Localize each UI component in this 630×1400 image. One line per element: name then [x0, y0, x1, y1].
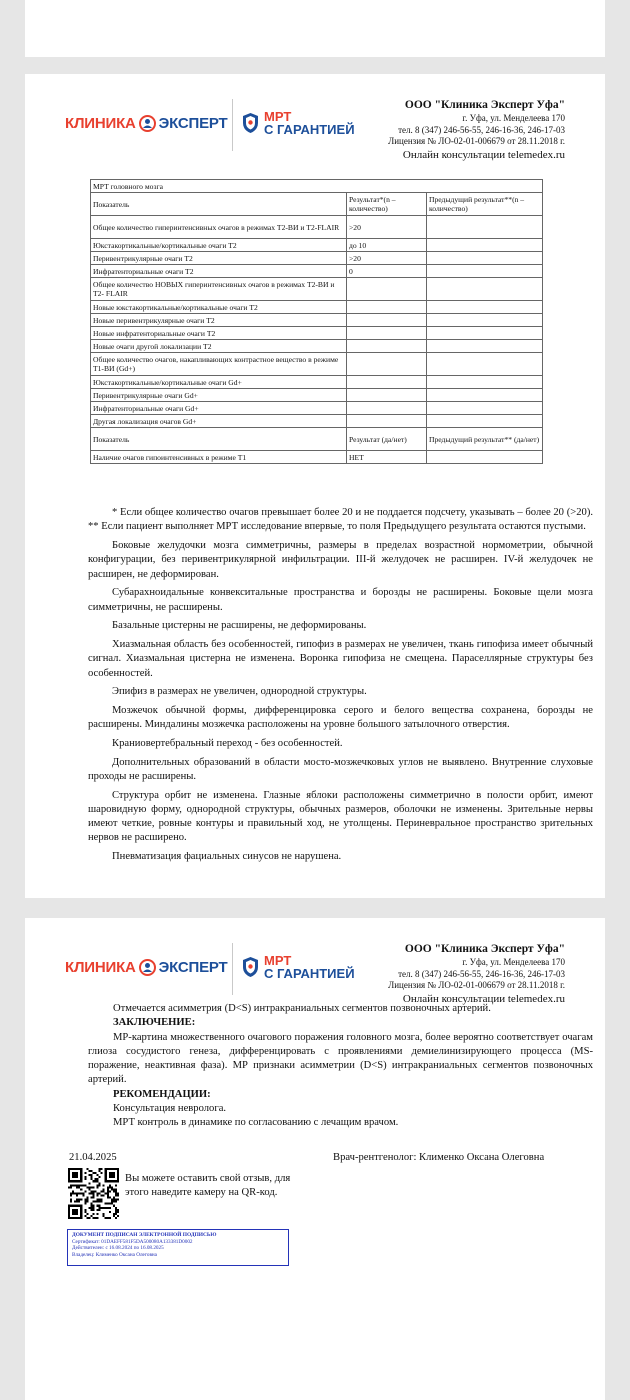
mri-guarantee-logo [242, 954, 355, 980]
table-cell: 0 [347, 265, 427, 278]
company-info [388, 942, 565, 1006]
table-cell: >20 [347, 216, 427, 239]
craniovertebral-paragraph: Краниовертебральный переход - без особенностей. [112, 737, 343, 749]
table-cell [427, 376, 543, 389]
table-row [91, 376, 543, 389]
chiasmal-paragraph: Хиазмальная область без особенностей, гипофиз в размерах не увеличен, ткань гипофиза имеет обычный сигнал. Хиазмальная цистерна не изменена. Воронка гипофиза не смещена. Параселлярные структуры без особенностей. [88, 638, 593, 679]
qr-code-icon [68, 1168, 119, 1219]
table-cell [347, 389, 427, 402]
table-row [91, 389, 543, 402]
table-cell: >20 [347, 252, 427, 265]
company-info [388, 98, 565, 162]
table-cell: Новые юкстакортикальные/кортикальные очаги Т2 [91, 301, 347, 314]
orbits-paragraph: Структура орбит не изменена. Глазные яблоки расположены симметрично в полости орбит, имеют шаровидную форму, однородной структуры, обычных размеров, оболочки не изменены. Зрительные нервы имеют четкие, ровные контуры и правильный ход, не утолщены. Периневральное пространство зрительных нервов не расширено. [88, 789, 593, 844]
table-row [91, 301, 543, 314]
table-cell [427, 252, 543, 265]
table-cell: Юкстакортикальные/кортикальные очаги Gd+ [91, 376, 347, 389]
recommendations-heading: РЕКОМЕНДАЦИИ: [113, 1088, 211, 1100]
mri-findings-table [90, 179, 543, 464]
table-row [91, 278, 543, 301]
table-header-row [91, 428, 543, 451]
klinika-expert-logo [65, 959, 228, 976]
company-online: Онлайн консультации telemedex.ru [402, 148, 565, 161]
report-body-2 [88, 1002, 593, 1131]
table-cell [347, 415, 427, 428]
table-cell: Результат*(n – количество) [347, 193, 427, 216]
stamp-title: ДОКУМЕНТ ПОДПИСАН ЭЛЕКТРОННОЙ ПОДПИСЬЮ [72, 1232, 217, 1238]
table-cell [347, 314, 427, 327]
table-cell [427, 340, 543, 353]
cerebellum-paragraph: Мозжечок обычной формы, дифференцировка серого и белого вещества сохранена, борозды не расширены. Миндалины мозжечка расположены на уровне большого затылочного отверстия. [88, 704, 593, 731]
report-date: 21.04.2025 [69, 1152, 117, 1163]
report-page-1 [25, 74, 605, 898]
previous-page-sliver [25, 0, 605, 57]
table-cell [347, 327, 427, 340]
conclusion-heading: ЗАКЛЮЧЕНИЕ: [113, 1017, 196, 1029]
table-row [91, 415, 543, 428]
cisterns-paragraph: Базальные цистерны не расширены, не деформированы. [112, 620, 367, 632]
table-cell: Предыдущий результат**(n – количество) [427, 193, 543, 216]
table-cell [347, 301, 427, 314]
page-header [25, 74, 605, 160]
table-cell: Юкстакортикальные/кортикальные очаги Т2 [91, 239, 347, 252]
table-row [91, 314, 543, 327]
table-cell [427, 389, 543, 402]
table-cell: Общее количество НОВЫХ гиперинтенсивных очагов в режимах Т2-ВИ и Т2- FLAIR [91, 278, 347, 301]
table-title: МРТ головного мозга [91, 180, 543, 193]
table-cell [427, 216, 543, 239]
mri-logo-line1: МРТ [264, 953, 292, 968]
recommendation-neurologist: Консультация невролога. [113, 1103, 227, 1115]
shield-icon [242, 956, 259, 978]
table-cell [347, 402, 427, 415]
company-name: ООО "Клиника Эксперт Уфа" [404, 943, 565, 955]
table-cell: Новые перивентрикулярные очаги Т2 [91, 314, 347, 327]
expert-person-icon [139, 115, 156, 132]
table-row [91, 402, 543, 415]
logo-word-expert: ЭКСПЕРТ [158, 115, 228, 132]
table-cell [347, 353, 427, 376]
logo-divider [232, 943, 233, 995]
table-row [91, 353, 543, 376]
table-cell [427, 265, 543, 278]
table-cell [427, 415, 543, 428]
doctor-signature: Врач-рентгенолог: Клименко Оксана Олеговна [333, 1152, 545, 1163]
table-cell [427, 327, 543, 340]
ventricles-paragraph: Боковые желудочки мозга симметричны, размеры в пределах возрастной нормометрии, обычной конфигурации, без перивентрикулярной инфильтрации. III-й желудочек не расширен. IV-й желудочек не расширен, не деформирован. [88, 539, 593, 580]
stamp-validity: Действителен: с 16.08.2024 по 16.08.2025 [72, 1245, 164, 1251]
company-address: г. Уфа, ул. Менделеева 170 [462, 957, 565, 967]
asymmetry-paragraph: Отмечается асимметрия (D<S) интракраниальных сегментов позвоночных артерий. [113, 1003, 491, 1014]
logo-word-klinika: КЛИНИКА [65, 959, 136, 976]
pontocerebellar-paragraph: Дополнительных образований в области мосто-мозжечковых углов не выявлено. Внутренние слуховые проходы не расширены. [88, 756, 593, 782]
klinika-expert-logo [65, 115, 228, 132]
table-cell: Перивентрикулярные очаги Т2 [91, 252, 347, 265]
company-name: ООО "Клиника Эксперт Уфа" [404, 99, 565, 111]
subarachnoid-paragraph: Субарахноидальные конвекситальные пространства и борозды не расширены. Боковые щели мозга симметричны, не расширены. [88, 587, 593, 613]
table-row [91, 340, 543, 353]
company-online: Онлайн консультации telemedex.ru [402, 992, 565, 1005]
table-cell: Результат (да/нет) [347, 428, 427, 451]
expert-person-icon [139, 959, 156, 976]
table-cell [347, 340, 427, 353]
recommendation-mri-control: МРТ контроль в динамике по согласованию с лечащим врачом. [113, 1117, 399, 1129]
conclusion-paragraph: МР-картина множественного очагового поражения головного мозга, более вероятно соответствует очагам глиоза сосудистого генеза, дифференцировать с проявлениями демиелинизирующего процесса (MS-поражение, неактивная фаза). МР признаки асимметрии (D<S) интракраниальных сегментов позвоночных артерий. [88, 1031, 593, 1086]
table-row [91, 265, 543, 278]
company-license: Лицензия № ЛО-02-01-006679 от 28.11.2018 г. [388, 980, 565, 990]
page-header-2 [25, 918, 605, 1004]
table-row [91, 252, 543, 265]
company-phone: тел. 8 (347) 246-56-55, 246-16-36, 246-17-03 [398, 124, 565, 135]
stamp-owner: Владелец: Клименко Оксана Олеговна [72, 1251, 157, 1258]
company-address: г. Уфа, ул. Менделеева 170 [462, 113, 565, 123]
table-header-row [91, 193, 543, 216]
table-row [91, 239, 543, 252]
table-row [91, 327, 543, 340]
table-cell [427, 402, 543, 415]
table-cell: до 10 [347, 239, 427, 252]
logo-divider [232, 99, 233, 151]
table-cell: Новые очаги другой локализации Т2 [91, 340, 347, 353]
table-cell [347, 376, 427, 389]
qr-feedback-text: Вы можете оставить свой отзыв, для этого наведите камеру на QR-код. [125, 1173, 291, 1198]
report-page-2 [25, 918, 605, 1400]
logo-word-klinika: КЛИНИКА [65, 115, 136, 132]
electronic-signature-stamp [67, 1229, 289, 1266]
table-row [91, 451, 543, 464]
table-cell: Общее количество гиперинтенсивных очагов в режимах Т2-ВИ и Т2-FLAIR [91, 216, 347, 239]
table-cell [427, 301, 543, 314]
table-cell: Предыдущий результат** (да/нет) [427, 428, 543, 451]
company-license: Лицензия № ЛО-02-01-006679 от 28.11.2018 г. [388, 136, 565, 146]
table-cell: Инфратенториальные очаги Т2 [91, 265, 347, 278]
report-body-1 [88, 506, 593, 869]
mri-logo-line2: С ГАРАНТИЕЙ [264, 122, 355, 137]
table-cell: Показатель [91, 428, 347, 451]
logo-word-expert: ЭКСПЕРТ [158, 959, 228, 976]
table-cell: НЕТ [347, 451, 427, 464]
table-cell [347, 278, 427, 301]
table-cell: Перивентрикулярные очаги Gd+ [91, 389, 347, 402]
epiphysis-paragraph: Эпифиз в размерах не увеличен, однородной структуры. [112, 686, 367, 698]
table-cell: Инфратенториальные очаги Gd+ [91, 402, 347, 415]
table-cell: Наличие очагов гипоинтенсивных в режиме Т1 [91, 451, 347, 464]
table-cell [427, 239, 543, 252]
sinuses-paragraph: Пневматизация фациальных синусов не нарушена. [112, 851, 342, 863]
mri-logo-line1: МРТ [264, 109, 292, 124]
company-phone: тел. 8 (347) 246-56-55, 246-16-36, 246-17-03 [398, 968, 565, 979]
table-cell: Новые инфратенториальные очаги Т2 [91, 327, 347, 340]
table-cell [427, 451, 543, 464]
table-cell [427, 353, 543, 376]
table-cell: Другая локализация очагов Gd+ [91, 415, 347, 428]
table-row [91, 216, 543, 239]
table-cell: Общее количество очагов, накапливающих контрастное вещество в режиме Т1-ВИ (Gd+) [91, 353, 347, 376]
stamp-certificate: Сертификат: 01DAEFF581F5DA500080A133381D0002 [72, 1238, 193, 1245]
table-cell [427, 314, 543, 327]
mri-guarantee-logo [242, 110, 355, 136]
table-cell [427, 278, 543, 301]
footnote-paragraph: * Если общее количество очагов превышает более 20 и не поддается подсчету, указывать – более 20 (>20). ** Если пациент выполняет МРТ исследование впервые, то поля Предыдущего результата остаются пустыми. [88, 507, 593, 533]
shield-icon [242, 112, 259, 134]
table-cell: Показатель [91, 193, 347, 216]
mri-logo-line2: С ГАРАНТИЕЙ [264, 966, 355, 981]
